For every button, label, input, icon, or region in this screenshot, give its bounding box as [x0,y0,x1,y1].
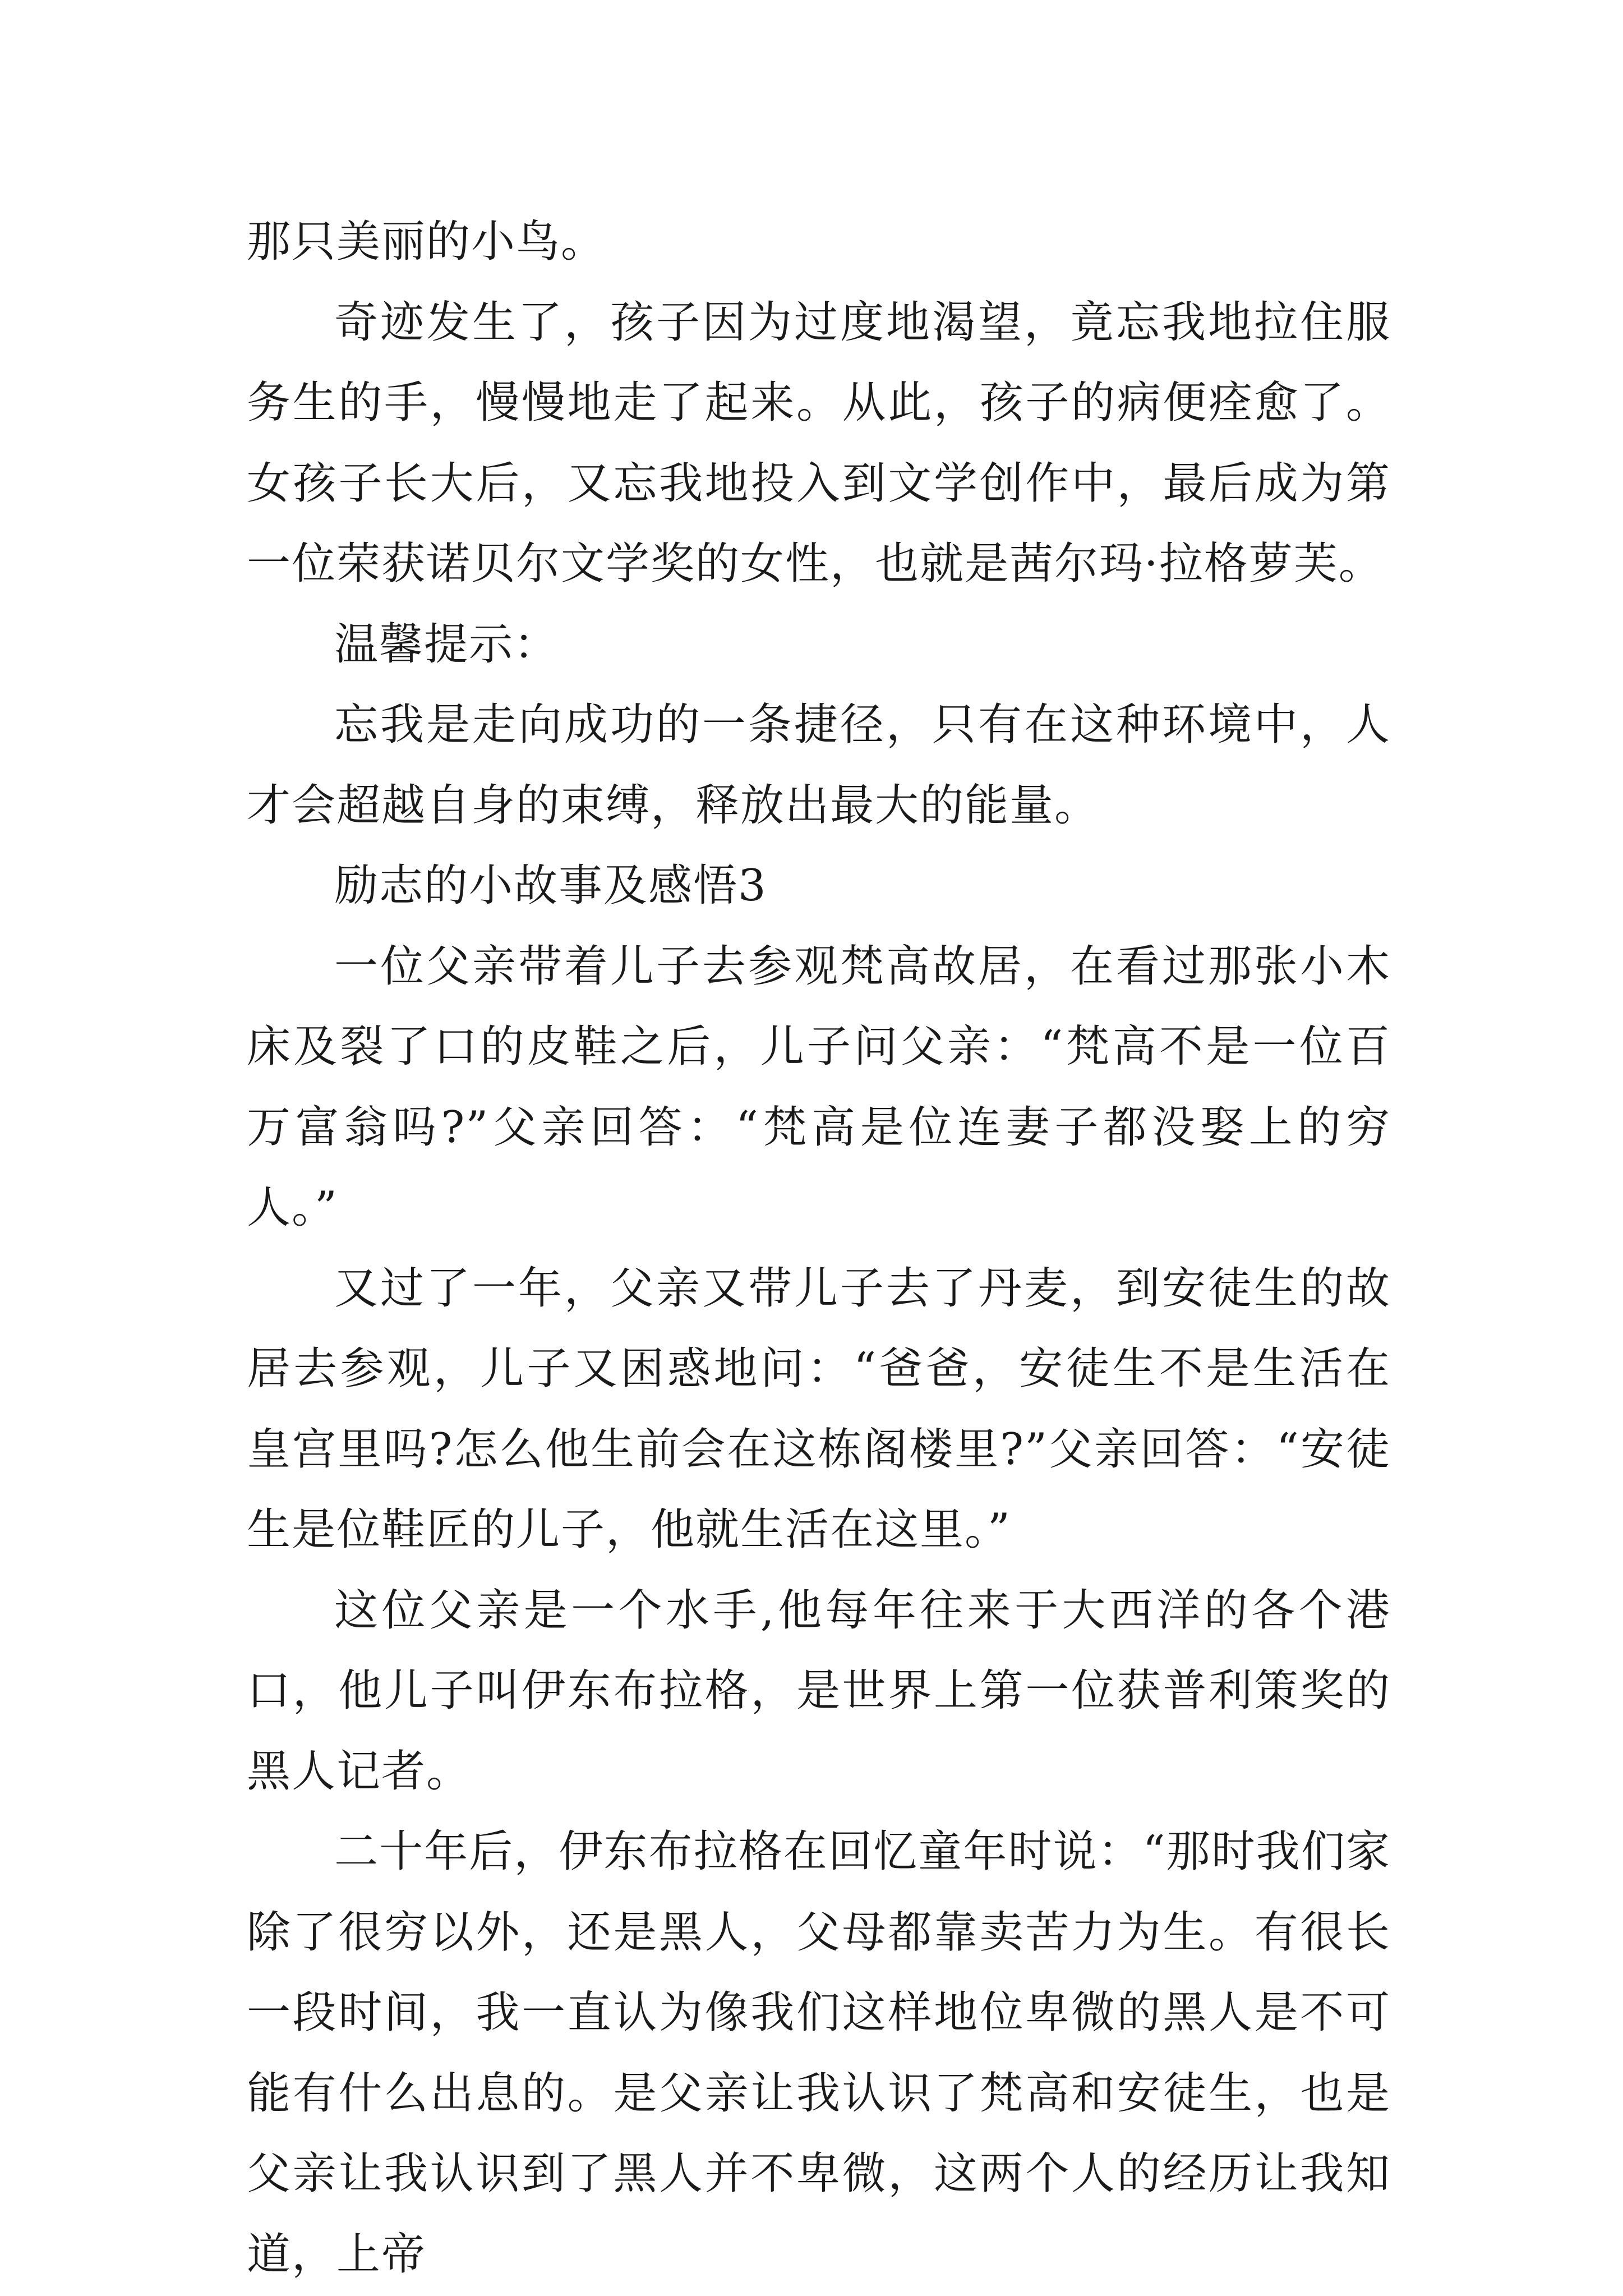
paragraph-8: 这位父亲是一个水手,他每年往来于大西洋的各个港口，他儿子叫伊东布拉格，是世界上第一位获普利策奖的黑人记者。 [247,1585,1391,1797]
paragraph-9: 二十年后，伊东布拉格在回忆童年时说：“那时我们家除了很穷以外，还是黑人，父母都靠卖苦力为生。有很长一段时间，我一直认为像我们这样地位卑微的黑人是不可能有什么出息的。是父亲让我认识了梵高和安徒生，也是父亲让我认识到了黑人并不卑微，这两个人的经历让我知道，上帝 [247,1826,1391,2280]
section-title: 励志的小故事及感悟3 [334,861,767,911]
paragraph-2: 奇迹发生了，孩子因为过度地渴望，竟忘我地拉住服务生的手，慢慢地走了起来。从此，孩子的病便痊愈了。女孩子长大后，又忘我地投入到文学创作中，最后成为第一位荣获诺贝尔文学奖的女性，也就是茜尔玛·拉格萝芙。 [247,297,1391,589]
paragraph-1: 那只美丽的小鸟。 [247,217,606,267]
paragraph-7: 又过了一年，父亲又带儿子去了丹麦，到安徒生的故居去参观，儿子又困惑地问：“爸爸，安徒生不是生活在皇宫里吗?怎么他生前会在这栋阁楼里?”父亲回答：“安徒生是位鞋匠的儿子，他就生活在这里。” [247,1263,1391,1555]
paragraph-3-heading: 温馨提示： [334,619,559,670]
document-body [247,202,1391,2295]
paragraph-6: 一位父亲带着儿子去参观梵高故居，在看过那张小木床及裂了口的皮鞋之后，儿子问父亲：“梵高不是一位百万富翁吗?”父亲回答：“梵高是位连妻子都没娶上的穷人。” [247,941,1391,1233]
paragraph-4: 忘我是走向成功的一条捷径，只有在这种环境中，人才会超越自身的束缚，释放出最大的能量。 [247,700,1391,831]
